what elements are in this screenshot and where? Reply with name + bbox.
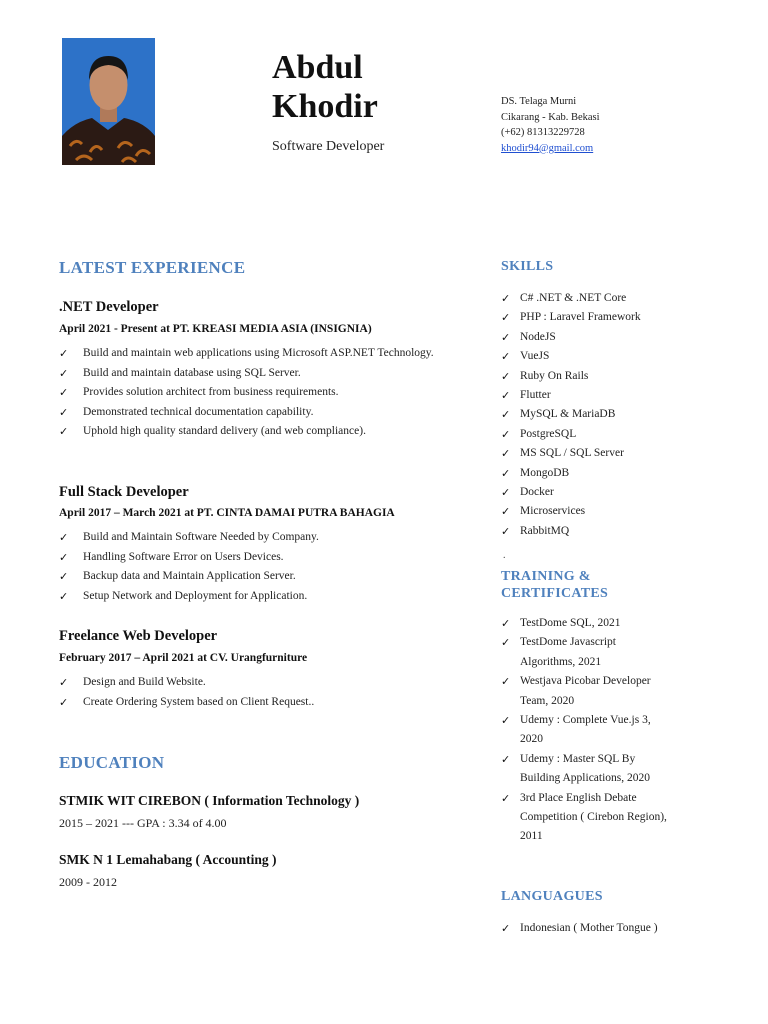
email-link[interactable]: khodir94@gmail.com <box>501 142 594 154</box>
check-icon: ✓ <box>59 366 69 380</box>
list-item: ✓ Ruby On Rails <box>501 367 721 386</box>
name-last: Khodir <box>272 88 378 125</box>
training-heading-line-1: TRAINING & <box>501 569 591 584</box>
list-item: ✓ Flutter <box>501 386 721 405</box>
check-icon: ✓ <box>501 369 511 383</box>
job-period: April 2017 – March 2021 at PT. CINTA DAMAI PUTRA BAHAGIA <box>59 507 395 519</box>
contact-info <box>501 94 600 156</box>
check-icon: ✓ <box>501 752 511 766</box>
languages-heading: LANGUAGUES <box>501 889 603 904</box>
list-item: ✓ Indonesian ( Mother Tongue ) <box>501 919 711 938</box>
job-title-header: Software Developer <box>272 139 385 154</box>
check-icon: ✓ <box>501 524 511 538</box>
list-item: ✓ Microservices <box>501 502 721 521</box>
list-item: ✓ PHP : Laravel Framework <box>501 308 721 327</box>
job-duties-list <box>59 673 459 712</box>
list-item: ✓ Build and Maintain Software Needed by Company. <box>59 528 459 548</box>
list-item: ✓ Docker <box>501 483 721 502</box>
name-first: Abdul <box>272 49 363 86</box>
list-item: ✓ MS SQL / SQL Server <box>501 444 721 463</box>
separator-dot: . <box>503 550 506 561</box>
list-item: ✓ Udemy : Complete Vue.js 3, 2020 <box>501 711 711 750</box>
check-icon: ✓ <box>59 550 69 564</box>
check-icon: ✓ <box>59 386 69 399</box>
list-item: ✓ Create Ordering System based on Client Request.. <box>59 693 459 713</box>
check-icon: ✓ <box>501 408 511 422</box>
list-item: ✓ VueJS <box>501 347 721 366</box>
training-list <box>501 614 711 847</box>
training-heading-line-2: CERTIFICATES <box>501 586 609 601</box>
list-item: ✓ Build and maintain database using SQL Server. <box>59 364 439 384</box>
list-item: ✓ TestDome SQL, 2021 <box>501 614 711 633</box>
check-icon: ✓ <box>501 922 511 935</box>
address-line-2: Cikarang - Kab. Bekasi <box>501 111 600 123</box>
job-period: February 2017 – April 2021 at CV. Urangfurniture <box>59 652 308 664</box>
skills-heading: SKILLS <box>501 259 554 274</box>
check-icon: ✓ <box>59 425 69 438</box>
job-duties-list <box>59 528 459 606</box>
list-item: ✓ 3rd Place English Debate Competition ( Cirebon Region), 2011 <box>501 789 711 847</box>
list-item: ✓ Demonstrated technical documentation capability. <box>59 403 439 423</box>
list-item: ✓ Design and Build Website. <box>59 673 459 693</box>
list-item: ✓ Backup data and Maintain Application Server. <box>59 567 459 587</box>
list-item: ✓ Westjava Picobar Developer Team, 2020 <box>501 672 711 711</box>
languages-list <box>501 919 711 938</box>
check-icon: ✓ <box>501 636 511 650</box>
check-icon: ✓ <box>59 570 69 583</box>
education-school: STMIK WIT CIREBON ( Information Technology ) <box>59 793 360 808</box>
list-item: ✓ Uphold high quality standard delivery (and web compliance). <box>59 422 439 442</box>
job-title: Full Stack Developer <box>59 484 189 500</box>
check-icon: ✓ <box>59 676 69 689</box>
list-item: ✓ NodeJS <box>501 328 721 347</box>
job-duties-list <box>59 344 439 442</box>
check-icon: ✓ <box>501 466 511 480</box>
list-item: ✓ Build and maintain web applications using Microsoft ASP.NET Technology. <box>59 344 439 364</box>
skills-list <box>501 289 721 541</box>
list-item: ✓ RabbitMQ <box>501 522 721 541</box>
check-icon: ✓ <box>501 311 511 325</box>
check-icon: ✓ <box>501 486 511 500</box>
job-period: April 2021 - Present at PT. KREASI MEDIA ASIA (INSIGNIA) <box>59 323 372 335</box>
address-line-1: DS. Telaga Murni <box>501 96 577 107</box>
list-item: ✓ Udemy : Master SQL By Building Applications, 2020 <box>501 750 711 789</box>
training-heading <box>501 568 608 602</box>
profile-photo <box>62 38 155 165</box>
check-icon: ✓ <box>59 347 69 360</box>
candidate-name <box>272 48 472 126</box>
check-icon: ✓ <box>501 447 511 461</box>
check-icon: ✓ <box>59 405 69 419</box>
check-icon: ✓ <box>501 330 511 344</box>
education-heading: EDUCATION <box>59 753 165 772</box>
check-icon: ✓ <box>501 389 511 403</box>
phone-number: (+62) 81313229728 <box>501 127 585 138</box>
experience-heading: LATEST EXPERIENCE <box>59 258 246 277</box>
check-icon: ✓ <box>501 617 511 630</box>
list-item: ✓ C# .NET & .NET Core <box>501 289 721 308</box>
check-icon: ✓ <box>501 791 511 805</box>
education-detail: 2009 - 2012 <box>59 875 117 889</box>
check-icon: ✓ <box>59 589 69 603</box>
check-icon: ✓ <box>501 505 511 519</box>
list-item: ✓ Setup Network and Deployment for Application. <box>59 587 459 607</box>
list-item: ✓ PostgreSQL <box>501 425 721 444</box>
job-title: .NET Developer <box>59 299 159 315</box>
check-icon: ✓ <box>501 714 511 728</box>
list-item: ✓ Provides solution architect from business requirements. <box>59 383 439 403</box>
list-item: ✓ Handling Software Error on Users Devices. <box>59 548 459 568</box>
check-icon: ✓ <box>59 695 69 709</box>
check-icon: ✓ <box>59 531 69 544</box>
list-item: ✓ TestDome Javascript Algorithms, 2021 <box>501 633 711 672</box>
list-item: ✓ MySQL & MariaDB <box>501 405 721 424</box>
check-icon: ✓ <box>501 292 511 305</box>
education-detail: 2015 – 2021 --- GPA : 3.34 of 4.00 <box>59 816 227 830</box>
check-icon: ✓ <box>501 427 511 441</box>
list-item: ✓ MongoDB <box>501 464 721 483</box>
check-icon: ✓ <box>501 350 511 364</box>
job-title: Freelance Web Developer <box>59 628 218 644</box>
education-school: SMK N 1 Lemahabang ( Accounting ) <box>59 852 277 867</box>
check-icon: ✓ <box>501 675 511 689</box>
